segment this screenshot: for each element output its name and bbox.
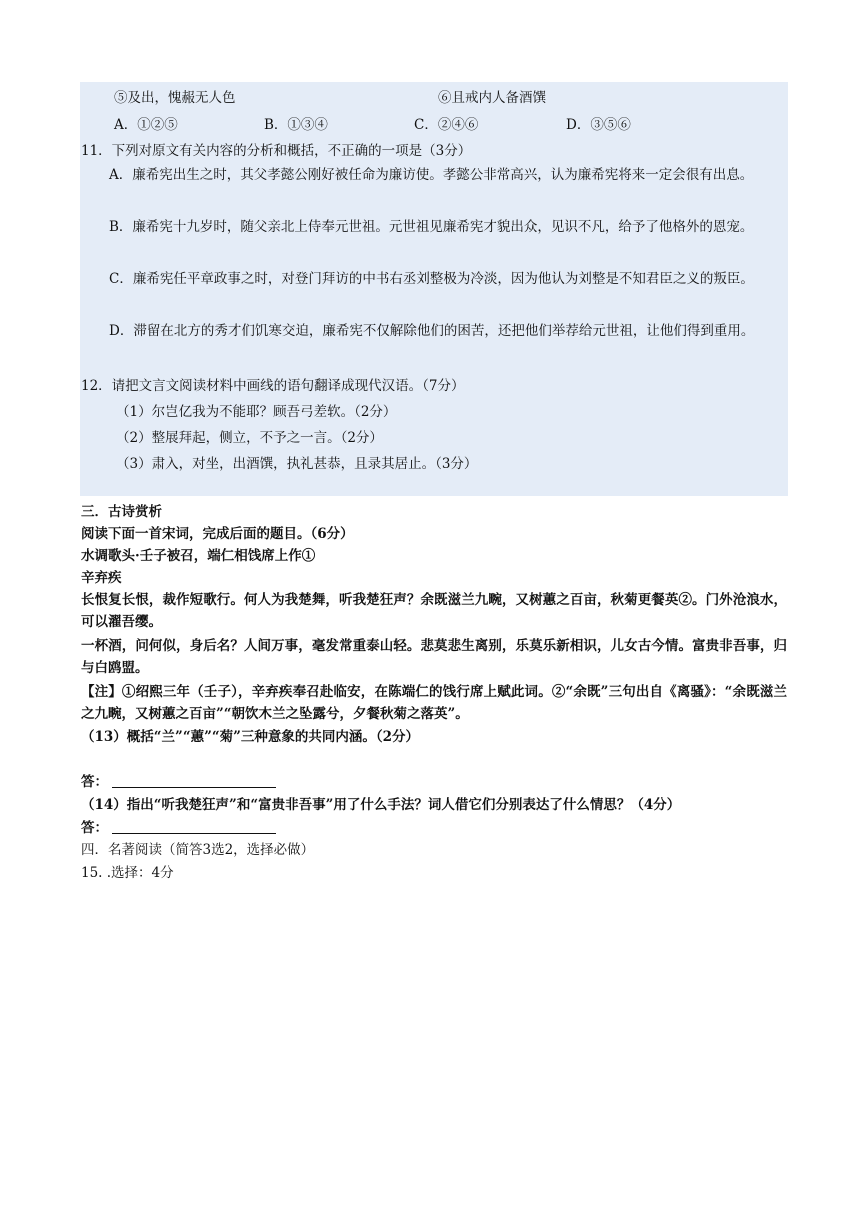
q12-item-2: （2）整展拜起，侧立，不予之一言。（2分） [116,430,383,446]
q14-answer-line [81,818,276,838]
q14-stem: （14）指出“听我楚狂声”和“富贵非吾事”用了什么手法？词人借它们分别表达了什么情思？（4分） [81,797,681,813]
q12-item-1: （1）尔岂亿我为不能耶？顾吾弓差软。（2分） [116,404,397,420]
poem-stanza-2: 一杯酒，问何似，身后名？人间万事，毫发常重泰山轻。悲莫悲生离别，乐莫乐新相识，儿女古今情。富贵非吾事，归与白鸥盟。 [81,638,787,676]
q15-stem: 15. .选择：4分 [81,865,174,881]
poem-author: 辛弃疾 [81,570,122,586]
q13-answer-blank[interactable] [112,773,276,788]
q10-choice-c: C．②④⑥ [414,117,479,133]
section4-title: 四．名著阅读（简答3选2，选择必做） [81,842,315,858]
q13-stem: （13）概括“兰”“蕙”“菊”三种意象的共同内涵。（2分） [81,729,420,745]
section3-title: 三．古诗赏析 [81,504,162,520]
q13-answer-label: 答： [81,774,108,790]
poem-note: 【注】①绍熙三年（壬子），辛弃疾奉召赴临安，在陈端仁的饯行席上赋此词。②“余既”三句出自《离骚》：“余既滋兰之九畹，又树蕙之百亩”“朝饮木兰之坠露兮，夕餐秋菊之落英”。 [81,684,787,722]
q11-option-b: B．廉希宪十九岁时，随父亲北上侍奉元世祖。元世祖见廉希宪才貌出众，见识不凡，给予了他格外的恩宠。 [109,219,754,235]
q13-answer-line [81,772,276,792]
q12-item-3: （3）肃入，对坐，出酒馔，执礼甚恭，且录其居止。（3分） [116,456,478,472]
q10-option-6: ⑥且戒内人备酒馔 [438,90,546,106]
q14-answer-label: 答： [81,820,108,836]
section3-intro: 阅读下面一首宋词，完成后面的题目。（6分） [81,526,354,542]
q12-stem: 12．请把文言文阅读材料中画线的语句翻译成现代汉语。（7分） [81,378,465,394]
q10-choice-a: A．①②⑤ [114,117,178,133]
poem-stanza-1: 长恨复长恨，裁作短歌行。何人为我楚舞，听我楚狂声？余既滋兰九畹，又树蕙之百亩，秋菊更餐英②。门外沧浪水，可以濯吾缨。 [81,592,787,630]
q11-option-a: A．廉希宪出生之时，其父孝懿公刚好被任命为廉访使。孝懿公非常高兴，认为廉希宪将来一定会很有出息。 [109,167,754,183]
poem-title: 水调歌头·壬子被召，端仁相饯席上作① [81,548,316,564]
q10-choice-d: D．③⑤⑥ [566,117,631,133]
q10-option-5: ⑤及出，愧赧无人色 [114,90,236,106]
q11-option-d: D．滞留在北方的秀才们饥寒交迫，廉希宪不仅解除他们的困苦，还把他们举荐给元世祖，让他们得到重用。 [109,323,755,339]
q14-answer-blank[interactable] [112,819,276,834]
q11-option-c: C．廉希宪任平章政事之时，对登门拜访的中书右丞刘整极为冷淡，因为他认为刘整是不知君臣之义的叛臣。 [109,271,754,287]
q11-stem: 11．下列对原文有关内容的分析和概括，不正确的一项是（3分） [81,143,472,159]
q10-choice-b: B．①③④ [264,117,328,133]
